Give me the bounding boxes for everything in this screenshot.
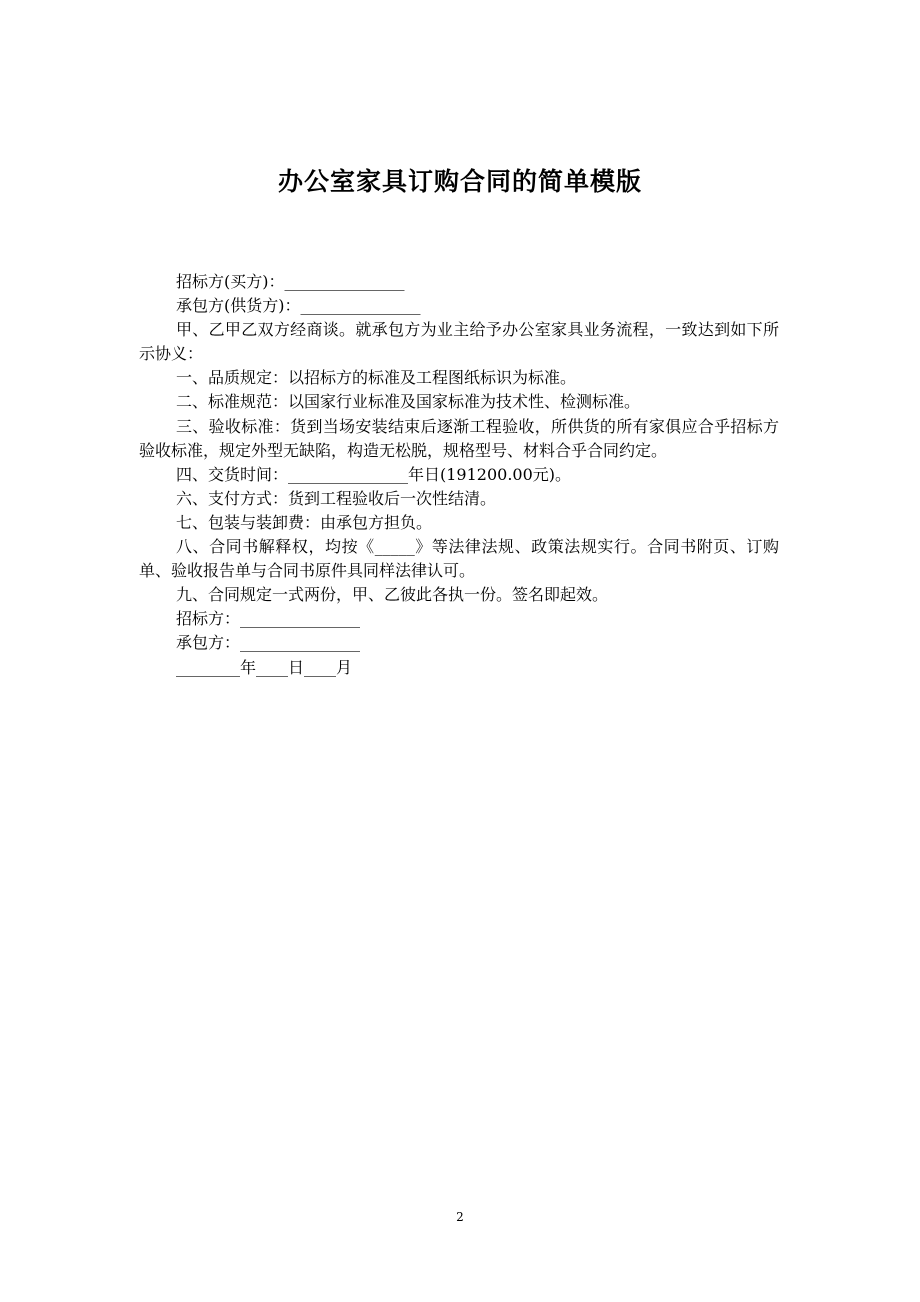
page-number: 2 [456, 1210, 464, 1224]
clause-payment: 六、支付方式：货到工程验收后一次性结清。 [176, 488, 497, 508]
supplier-line: 承包方(供货方)：_______________ [176, 296, 421, 316]
document-title: 办公室家具订购合同的简单模版 [277, 167, 642, 196]
signature-supplier: 承包方：_______________ [176, 633, 361, 653]
signature-date: ________年____日____月 [176, 657, 353, 677]
clause-standards: 二、标准规范：以国家行业标准及国家标准为技术性、检测标准。 [176, 392, 641, 412]
signature-buyer: 招标方：_______________ [176, 609, 361, 629]
clause-interpretation: 八、合同书解释权，均按《_____》等法律法规、政策法规实行。合同书附页、订购单、验收报告单与合同书原件具同样法律认可。 [139, 537, 779, 581]
document-body [139, 270, 779, 680]
clause-acceptance: 三、验收标准：货到当场安装结束后逐渐工程验收，所供货的所有家俱应合乎招标方验收标准，规定外型无缺陷，构造无松脱，规格型号、材料合乎合同约定。 [139, 416, 779, 460]
clause-packaging: 七、包装与装卸费：由承包方担负。 [176, 512, 433, 532]
buyer-line: 招标方(买方)：_______________ [176, 272, 405, 291]
intro-paragraph: 甲、乙甲乙双方经商谈。就承包方为业主给予办公室家具业务流程，一致达到如下所示协义： [139, 320, 779, 364]
clause-delivery-time: 四、交货时间：_______________年日(191200.00元)。 [176, 464, 572, 484]
clause-copies: 九、合同规定一式两份，甲、乙彼此各执一份。签名即起效。 [176, 585, 609, 605]
clause-quality: 一、品质规定：以招标方的标准及工程图纸标识为标准。 [176, 368, 577, 388]
